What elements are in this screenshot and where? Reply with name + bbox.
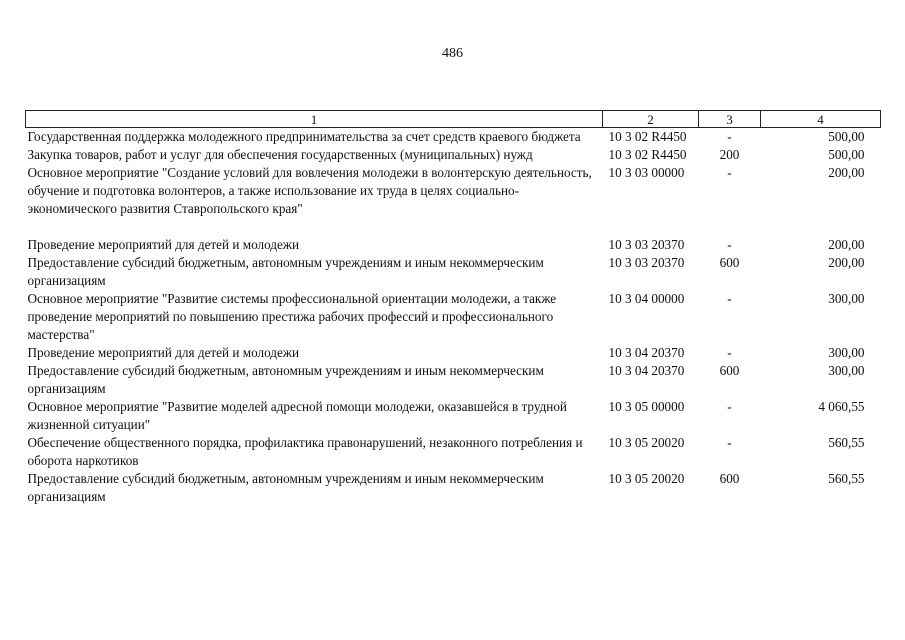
row-description: Проведение мероприятий для детей и молодежи xyxy=(27,345,300,360)
row-expense-type: 200 xyxy=(719,147,740,162)
column-header-1: 1 xyxy=(26,111,603,128)
row-description: Закупка товаров, работ и услуг для обеспечения государственных (муниципальных) нужд xyxy=(27,147,533,162)
table-row xyxy=(26,290,881,344)
row-description: Предоставление субсидий бюджетным, автономным учреждениям и иным некоммерческим организациям xyxy=(27,363,544,396)
row-description: Предоставление субсидий бюджетным, автономным учреждениям и иным некоммерческим организациям xyxy=(27,255,544,288)
row-amount: 200,00 xyxy=(828,237,865,252)
table-row xyxy=(26,164,881,236)
page-number: 486 xyxy=(442,46,463,61)
row-expense-type: - xyxy=(727,237,732,252)
row-amount: 300,00 xyxy=(828,291,865,306)
row-code: 10 3 02 R4450 xyxy=(608,129,687,144)
row-expense-type: - xyxy=(727,399,732,414)
row-expense-type: - xyxy=(727,291,732,306)
table-row xyxy=(26,434,881,470)
row-code: 10 3 05 20020 xyxy=(608,471,685,486)
table-row xyxy=(26,470,881,506)
row-code: 10 3 02 R4450 xyxy=(608,147,687,162)
column-header-2: 2 xyxy=(603,111,699,128)
row-description: Основное мероприятие "Создание условий для вовлечения молодежи в волонтерскую деятельность, обучение и подготовка волонтеров, а также использование их труда в целях социально-экономического развития Ставропольского края" xyxy=(27,165,592,216)
row-code: 10 3 03 00000 xyxy=(608,165,685,180)
budget-table xyxy=(25,110,881,506)
table-row xyxy=(26,146,881,164)
row-amount: 200,00 xyxy=(828,255,865,270)
row-description: Государственная поддержка молодежного предпринимательства за счет средств краевого бюджета xyxy=(27,129,581,144)
row-code: 10 3 04 20370 xyxy=(608,345,685,360)
column-header-4: 4 xyxy=(761,111,881,128)
row-expense-type: - xyxy=(727,165,732,180)
column-header-3: 3 xyxy=(699,111,761,128)
row-amount: 500,00 xyxy=(828,147,865,162)
row-code: 10 3 04 00000 xyxy=(608,291,685,306)
table-row xyxy=(26,128,881,147)
row-description: Основное мероприятие "Развитие системы профессиональной ориентации молодежи, а также проведение мероприятий по повышению престижа рабочих профессий и профессионального мастерства" xyxy=(27,291,557,342)
table-row xyxy=(26,398,881,434)
table-header-row xyxy=(26,111,881,128)
row-expense-type: 600 xyxy=(719,363,740,378)
row-amount: 300,00 xyxy=(828,363,865,378)
row-expense-type: 600 xyxy=(719,255,740,270)
row-code: 10 3 03 20370 xyxy=(608,237,685,252)
row-amount: 300,00 xyxy=(828,345,865,360)
table-row xyxy=(26,236,881,254)
row-description: Обеспечение общественного порядка, профилактика правонарушений, незаконного потребления и оборота наркотиков xyxy=(27,435,583,468)
row-expense-type: - xyxy=(727,435,732,450)
row-amount: 200,00 xyxy=(828,165,865,180)
table-row xyxy=(26,362,881,398)
table-row xyxy=(26,344,881,362)
row-expense-type: - xyxy=(727,345,732,360)
row-expense-type: - xyxy=(727,129,732,144)
row-expense-type: 600 xyxy=(719,471,740,486)
row-amount: 560,55 xyxy=(828,471,865,486)
row-description: Основное мероприятие "Развитие моделей адресной помощи молодежи, оказавшейся в трудной жизненной ситуации" xyxy=(27,399,567,432)
row-code: 10 3 04 20370 xyxy=(608,363,685,378)
row-code: 10 3 03 20370 xyxy=(608,255,685,270)
row-amount: 500,00 xyxy=(828,129,865,144)
row-code: 10 3 05 20020 xyxy=(608,435,685,450)
row-description: Проведение мероприятий для детей и молодежи xyxy=(27,237,300,252)
table-row xyxy=(26,254,881,290)
row-amount: 560,55 xyxy=(828,435,865,450)
row-code: 10 3 05 00000 xyxy=(608,399,685,414)
row-amount: 4 060,55 xyxy=(818,399,865,414)
row-description: Предоставление субсидий бюджетным, автономным учреждениям и иным некоммерческим организациям xyxy=(27,471,544,504)
